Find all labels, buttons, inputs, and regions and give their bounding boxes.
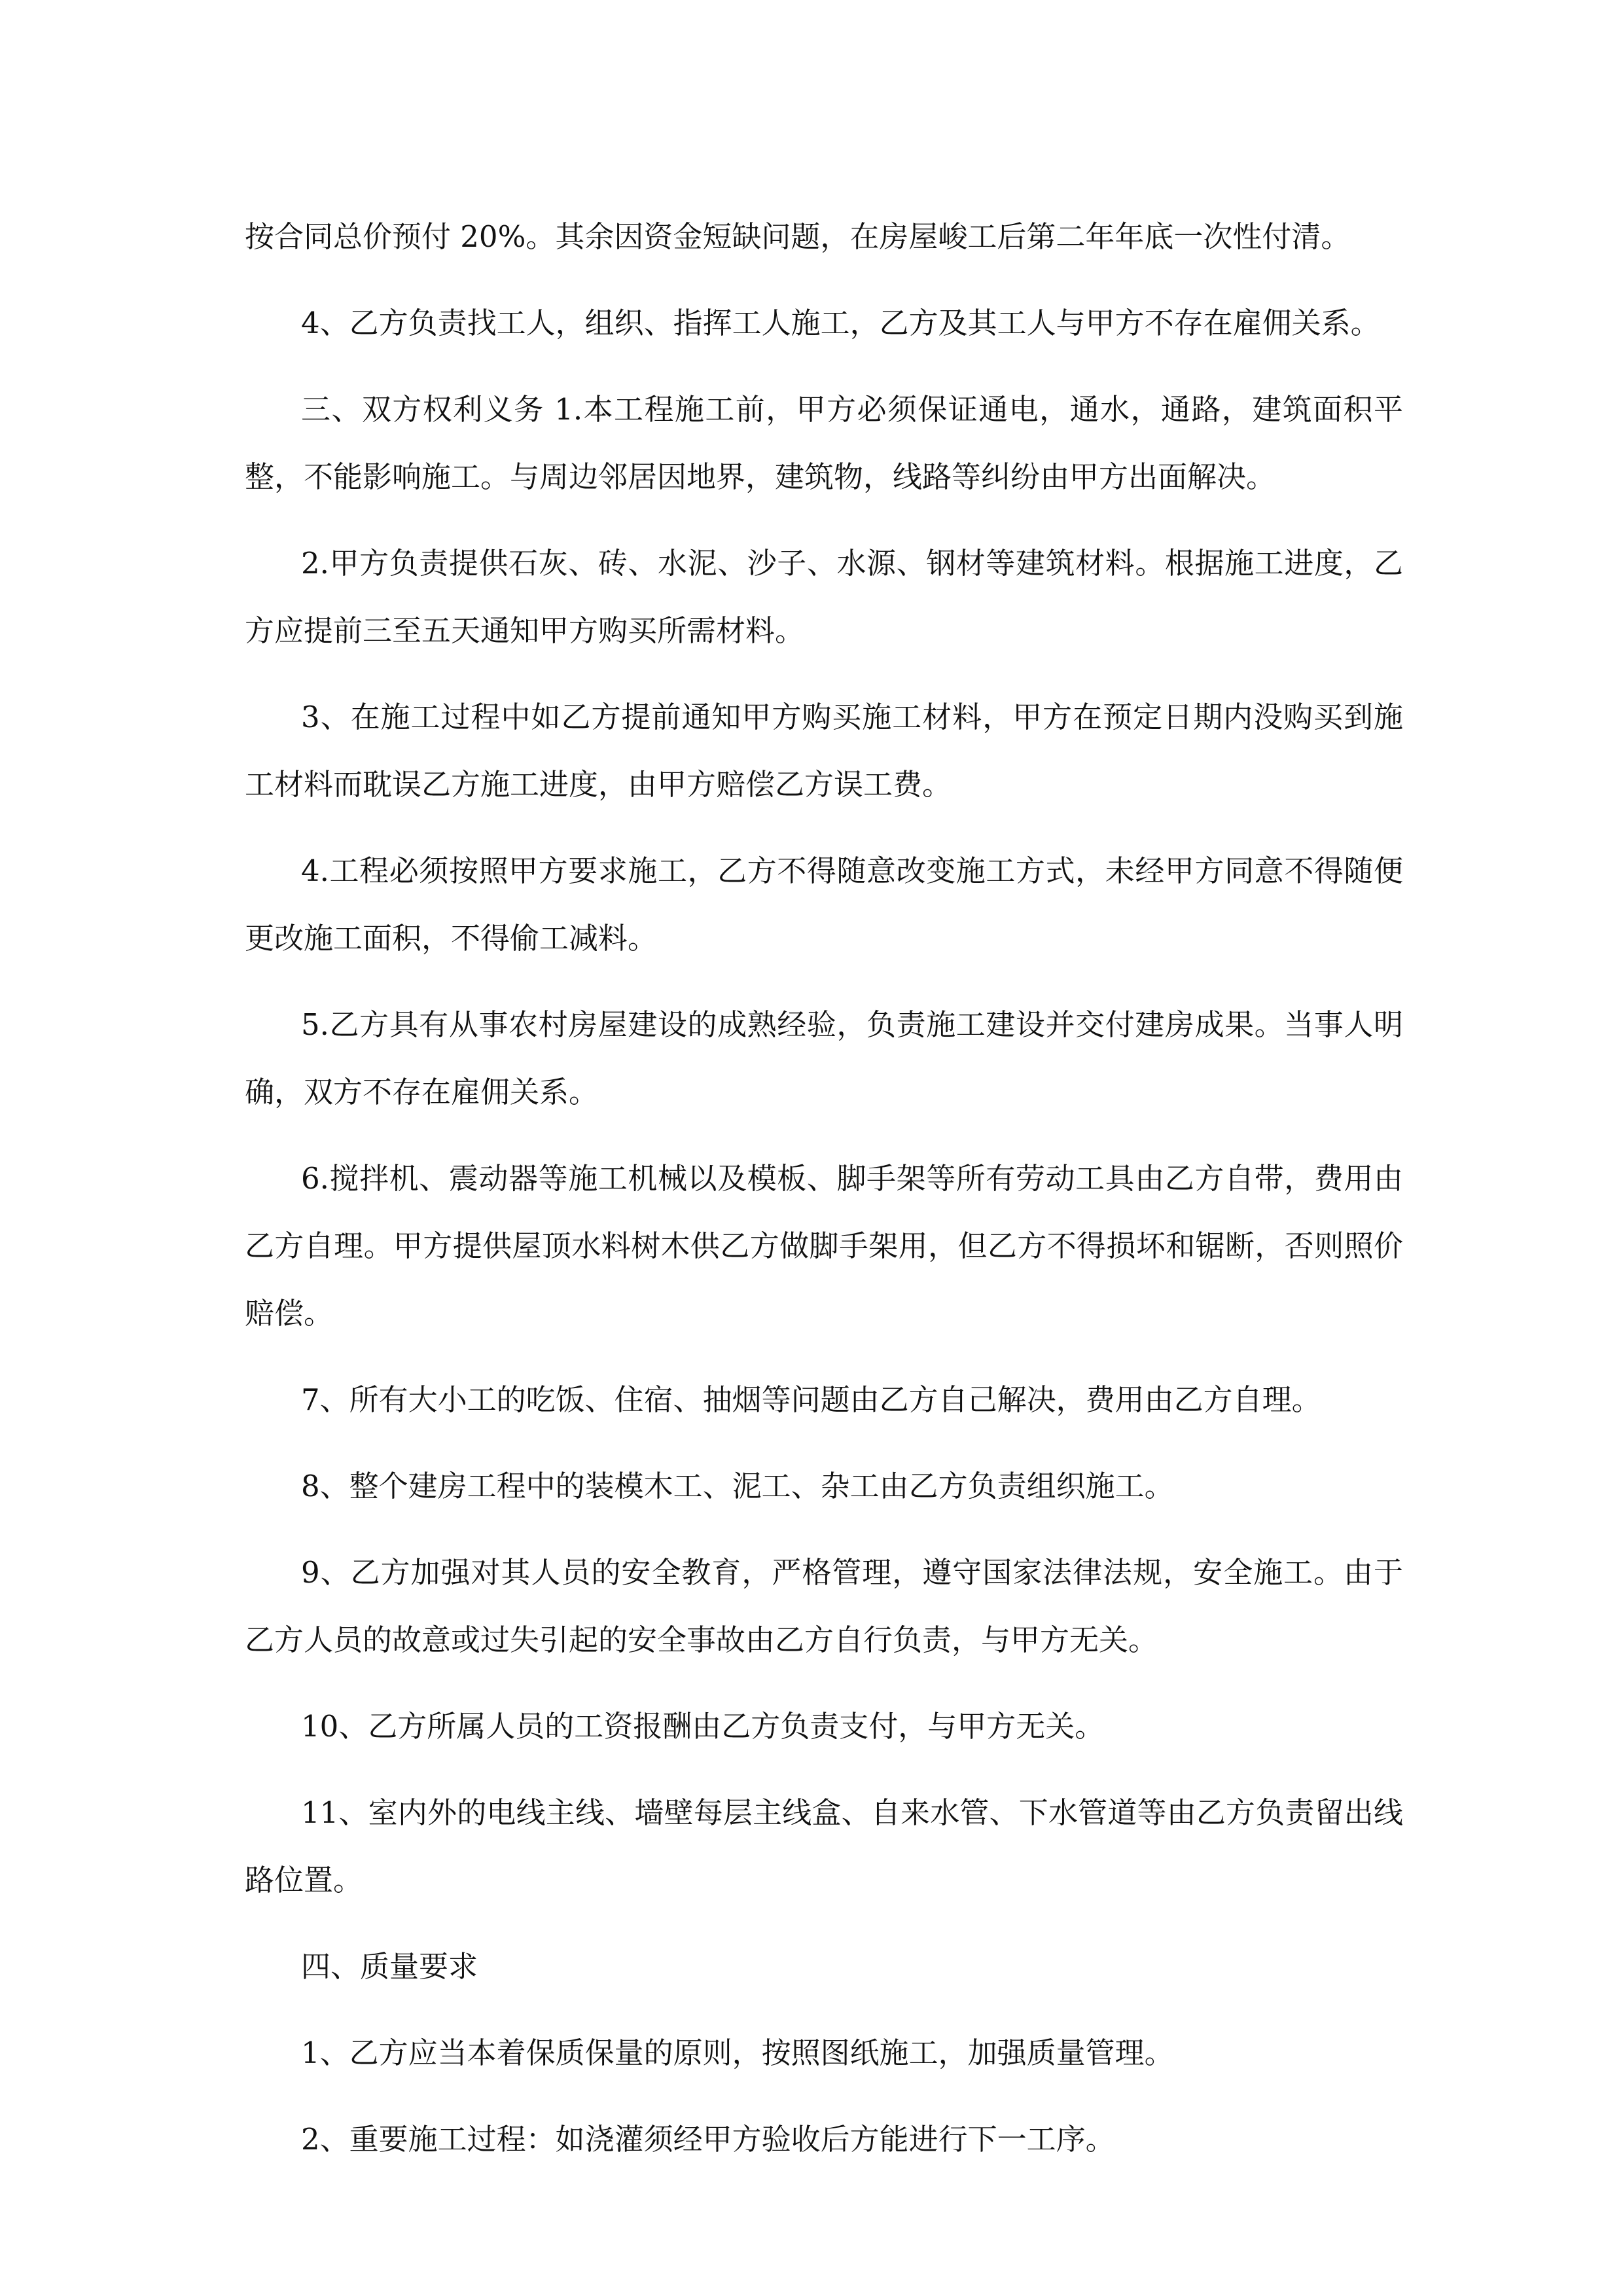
paragraph-contractor-experience: 5.乙方具有从事农村房屋建设的成熟经验，负责施工建设并交付建房成果。当事人明确，双方不存在雇佣关系。 bbox=[245, 1007, 1403, 1109]
paragraph-quality-management: 1、乙方应当本着保质保量的原则，按照图纸施工，加强质量管理。 bbox=[301, 2036, 1174, 2070]
paragraph-payment-continued: 按合同总价预付 20%。其余因资金短缺问题，在房屋峻工后第二年年底一次性付清。 bbox=[245, 219, 1351, 254]
paragraph-material-delay: 3、在施工过程中如乙方提前通知甲方购买施工材料，甲方在预定日期内没购买到施工材料而耽误乙方施工进度，由甲方赔偿乙方误工费。 bbox=[245, 700, 1403, 802]
paragraph-worker-living: 7、所有大小工的吃饭、住宿、抽烟等问题由乙方自己解决，费用由乙方自理。 bbox=[301, 1382, 1321, 1417]
paragraph-inspection: 2、重要施工过程：如浇灌须经甲方验收后方能进行下一工序。 bbox=[301, 2122, 1115, 2157]
document-page bbox=[245, 203, 1403, 2192]
paragraph-tools-equipment: 6.搅拌机、震动器等施工机械以及模板、脚手架等所有劳动工具由乙方自带，费用由乙方自理。甲方提供屋顶水料树木供乙方做脚手架用，但乙方不得损坏和锯断，否则照价赔偿。 bbox=[245, 1161, 1403, 1331]
paragraph-construction-requirements: 4.工程必须按照甲方要求施工，乙方不得随意改变施工方式，未经甲方同意不得随便更改施工面积，不得偷工减料。 bbox=[245, 853, 1403, 956]
paragraph-wiring-plumbing: 11、室内外的电线主线、墙壁每层主线盒、自来水管、下水管道等由乙方负责留出线路位置。 bbox=[245, 1795, 1403, 1897]
paragraph-materials-supply: 2.甲方负责提供石灰、砖、水泥、沙子、水源、钢材等建筑材料。根据施工进度，乙方应提前三至五天通知甲方购买所需材料。 bbox=[245, 546, 1403, 648]
paragraph-section-rights-obligations: 三、双方权利义务 1.本工程施工前，甲方必须保证通电，通水，通路，建筑面积平整，不能影响施工。与周边邻居因地界，建筑物，线路等纠纷由甲方出面解决。 bbox=[245, 392, 1403, 494]
paragraph-wages: 10、乙方所属人员的工资报酬由乙方负责支付，与甲方无关。 bbox=[301, 1709, 1105, 1744]
paragraph-clause-4-workers: 4、乙方负责找工人，组织、指挥工人施工，乙方及其工人与甲方不存在雇佣关系。 bbox=[301, 306, 1380, 340]
paragraph-labor-organization: 8、整个建房工程中的装模木工、泥工、杂工由乙方负责组织施工。 bbox=[301, 1469, 1174, 1503]
paragraph-safety: 9、乙方加强对其人员的安全教育，严格管理，遵守国家法律法规，安全施工。由于乙方人员的故意或过失引起的安全事故由乙方自行负责，与甲方无关。 bbox=[245, 1555, 1403, 1657]
section-heading-quality: 四、质量要求 bbox=[301, 1949, 478, 1984]
